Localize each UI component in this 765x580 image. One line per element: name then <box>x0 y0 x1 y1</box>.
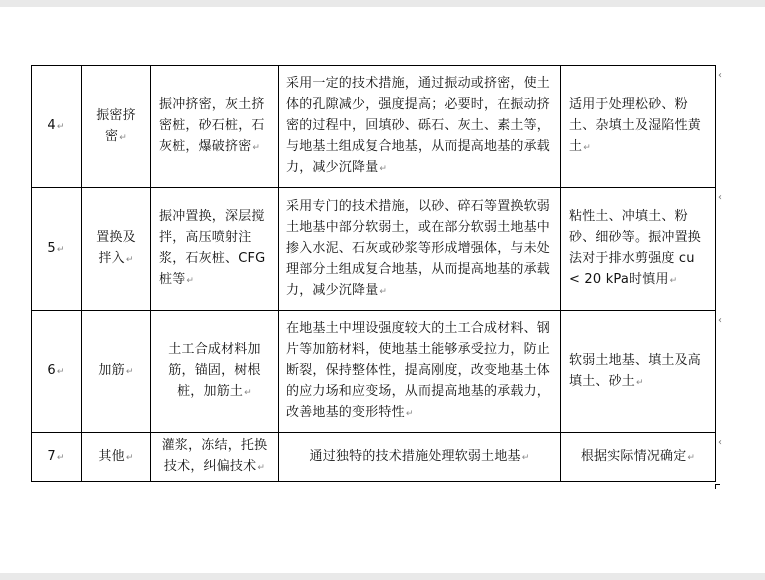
table-cell-types <box>151 433 278 481</box>
method-principle: 采用一定的技术措施，通过振动或挤密，使土体的孔隙减少，强度提高；必要时，在振动挤密的过程中，回填砂、砾石、灰土、素土等，与地基土组成复合地基，从而提高地基的承载力，减少沉降量 <box>286 76 551 175</box>
row-end-mark-icon: ‹ <box>718 192 722 203</box>
table-cell-number <box>31 433 81 481</box>
method-types: 振冲挤密，灰土挤密桩，砂石桩，石灰桩，爆破挤密 <box>159 97 265 154</box>
method-principle: 通过独特的技术措施处理软弱土地基 <box>309 448 521 464</box>
paragraph-mark-icon: ↵ <box>583 143 591 153</box>
method-principle: 在地基土中埋设强度较大的土工合成材料、钢片等加筋材料，使地基土能够承受拉力，防止断裂，保持整体性，提高刚度，改变地基土体的应力场和应变场，从而提高地基的承载力，改善地基的变形特性 <box>286 321 551 420</box>
row-number: 7 <box>47 448 56 464</box>
paragraph-mark-icon: ↵ <box>636 377 644 388</box>
paragraph-mark-icon: ↵ <box>56 452 65 463</box>
method-types: 土工合成材料加筋，锚固，树根桩，加筋土 <box>168 342 261 399</box>
table-cell-scope <box>561 311 715 432</box>
paragraph-mark-icon: ↵ <box>521 452 530 463</box>
method-scope: 软弱土地基、填土及高填土、砂土 <box>569 352 702 389</box>
column-border <box>715 65 716 482</box>
method-scope: 粘性土、冲填土、粉砂、细砂等。振冲置换法对于排水剪强度 cu < 20 kPa时慎用 <box>569 209 702 287</box>
table-bottom-border <box>31 481 716 482</box>
method-scope: 根据实际情况确定 <box>580 448 687 464</box>
method-name: 其他 <box>98 448 125 464</box>
method-principle: 采用专门的技术措施，以砂、碎石等置换软弱土地基中部分软弱土，或在部分软弱土地基中掺入水泥、石灰或砂浆等形成增强体，与未处理部分土组成复合地基，从而提高地基的承载力，减少沉降量 <box>286 198 551 298</box>
table-cell-method <box>82 188 150 310</box>
method-types: 振冲置换，深层搅拌，高压喷射注浆，石灰桩、CFG桩等 <box>159 209 266 287</box>
paragraph-mark-icon: ↵ <box>119 132 127 143</box>
paragraph-mark-icon: ↵ <box>186 276 195 286</box>
table-cell-principle <box>279 188 560 310</box>
row-end-mark-icon: ‹ <box>718 70 722 81</box>
table-end-mark-icon <box>715 484 720 489</box>
table-cell-types <box>151 311 278 432</box>
paragraph-mark-icon: ↵ <box>379 286 388 297</box>
method-name: 振密挤密 <box>96 107 136 144</box>
table-cell-scope <box>561 188 715 310</box>
table-cell-number <box>31 66 81 187</box>
table-cell-scope <box>561 66 715 187</box>
method-scope: 适用于处理松砂、粉土、杂填土及湿陷性黄土 <box>569 97 702 154</box>
table-cell-principle <box>279 433 560 481</box>
paragraph-mark-icon: ↵ <box>56 367 65 377</box>
page-bottom-edge <box>0 573 765 580</box>
paragraph-mark-icon: ↵ <box>257 463 266 473</box>
table-cell-number <box>31 311 81 432</box>
method-name: 置换及拌入 <box>96 230 136 266</box>
method-name: 加筋 <box>98 363 125 378</box>
paragraph-mark-icon: ↵ <box>125 452 134 463</box>
table-cell-principle <box>279 311 560 432</box>
table-cell-method <box>82 66 150 187</box>
paragraph-mark-icon: ↵ <box>125 367 134 377</box>
table-cell-types <box>151 188 278 310</box>
table-cell-types <box>151 66 278 187</box>
paragraph-mark-icon: ↵ <box>405 409 414 419</box>
table-cell-number <box>31 188 81 310</box>
paragraph-mark-icon: ↵ <box>125 255 134 265</box>
row-end-mark-icon: ‹ <box>718 437 722 448</box>
row-number: 6 <box>47 363 56 378</box>
paragraph-mark-icon: ↵ <box>669 276 678 286</box>
table-cell-principle <box>279 66 560 187</box>
paragraph-mark-icon: ↵ <box>252 143 261 153</box>
row-number: 5 <box>47 240 56 256</box>
table-cell-method <box>82 311 150 432</box>
paragraph-mark-icon: ↵ <box>56 122 65 132</box>
page-top-edge <box>0 0 765 7</box>
paragraph-mark-icon: ↵ <box>56 244 65 255</box>
row-end-mark-icon: ‹ <box>718 315 722 326</box>
row-number: 4 <box>47 118 56 133</box>
paragraph-mark-icon: ↵ <box>687 452 696 463</box>
table-cell-method <box>82 433 150 481</box>
paragraph-mark-icon: ↵ <box>379 164 388 174</box>
paragraph-mark-icon: ↵ <box>244 388 252 398</box>
table-cell-scope <box>561 433 715 481</box>
method-types: 灌浆，冻结，托换技术，纠偏技术 <box>161 438 268 474</box>
